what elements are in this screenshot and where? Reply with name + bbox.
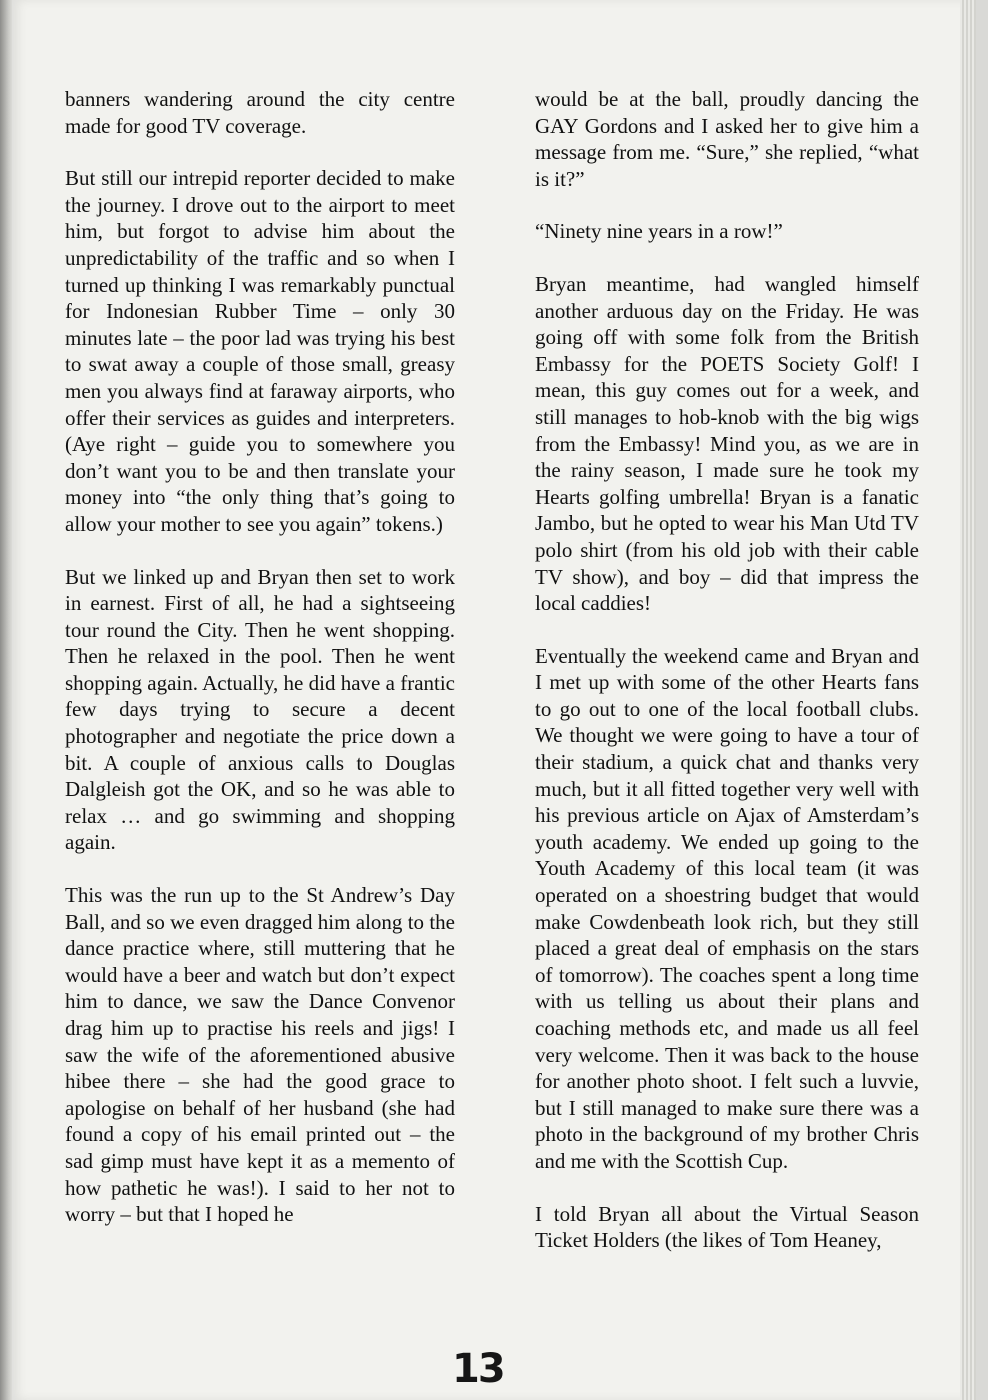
paragraph: But we linked up and Bryan then set to work in earnest. First of all, he had a sightseeing tour round the City. Then he went shopping. Then he relaxed in the pool. Then he went shopping again. Actually, he did have a frantic few days trying to secure a decent photographer and negotiate the price down a bit. A couple of anxious calls to Douglas Dalgleish got the OK, and so he was able to relax … and go swimming and shopping again. bbox=[65, 564, 455, 855]
page-edge-stack bbox=[960, 0, 976, 1400]
right-text-column bbox=[535, 86, 919, 1280]
paragraph: I told Bryan all about the Virtual Season Ticket Holders (the likes of Tom Heaney, bbox=[535, 1201, 919, 1253]
left-text-column bbox=[65, 86, 455, 1254]
paragraph: banners wandering around the city centre made for good TV coverage. bbox=[65, 87, 455, 138]
paragraph: would be at the ball, proudly dancing the GAY Gordons and I asked her to give him a message from me. “Sure,” she replied, “what is it?” bbox=[535, 87, 919, 191]
paragraph: Bryan meantime, had wangled himself another arduous day on the Friday. He was going off with some folk from the British Embassy for the POETS Society Golf! I mean, this guy comes out for a week, and still manages to hob-knob with the big wigs from the Embassy! Mind you, as we are in the rainy season, I made sure he took my Hearts golfing umbrella! Bryan is a fanatic Jambo, but he opted to wear his Man Utd TV polo shirt (from his old job with their cable TV show), and boy – did that impress the local caddies! bbox=[535, 271, 919, 616]
page-number: 13 bbox=[452, 1346, 504, 1392]
paragraph: This was the run up to the St Andrew’s Day Ball, and so we even dragged him along to the dance practice where, still muttering that he would have a beer and watch but don’t expect him to dance, we saw the Dance Convenor drag him up to practise his reels and jigs! I saw the wife of the aforementioned abusive hibee there – she had the good grace to apologise on behalf of her husband (she had found a copy of his email printed out – the sad gimp must have kept it as a memento of how pathetic he was!). I said to her not to worry – but that I hoped he bbox=[65, 883, 455, 1227]
paragraph: “Ninety nine years in a row!” bbox=[535, 219, 783, 244]
paragraph: Eventually the weekend came and Bryan and I met up with some of the other Hearts fans to go out to one of the local football clubs. We thought we were going to have a tour of their stadium, a quick chat and thanks very much, but it all fitted together very well with his previous article on Ajax of Amsterdam’s youth academy. We ended up going to the Youth Academy of this local team (it was operated on a shoestring budget that would make Cowdenbeath look rich, but they still placed a great deal of emphasis on the stars of tomorrow). The coaches spent a long time with us telling us about their plans and coaching methods etc, and made us all feel very welcome. Then it was back to the house for another photo shoot. I felt such a luvvie, but I still managed to make sure there was a photo in the background of my brother Chris and me with the Scottish Cup. bbox=[535, 643, 919, 1173]
paragraph: But still our intrepid reporter decided to make the journey. I drove out to the airport to meet him, but forgot to advise him about the unpredictability of the traffic and so when I turned up thinking I was remarkably punctual for Indonesian Rubber Time – only 30 minutes late – the poor lad was trying his best to swat away a couple of those small, greasy men you always find at faraway airports, who offer their services as guides and interpreters. (Aye right – guide you to somewhere you don’t want you to be and then translate your money into “the only thing that’s going to allow your mother to see you again” tokens.) bbox=[65, 166, 455, 536]
